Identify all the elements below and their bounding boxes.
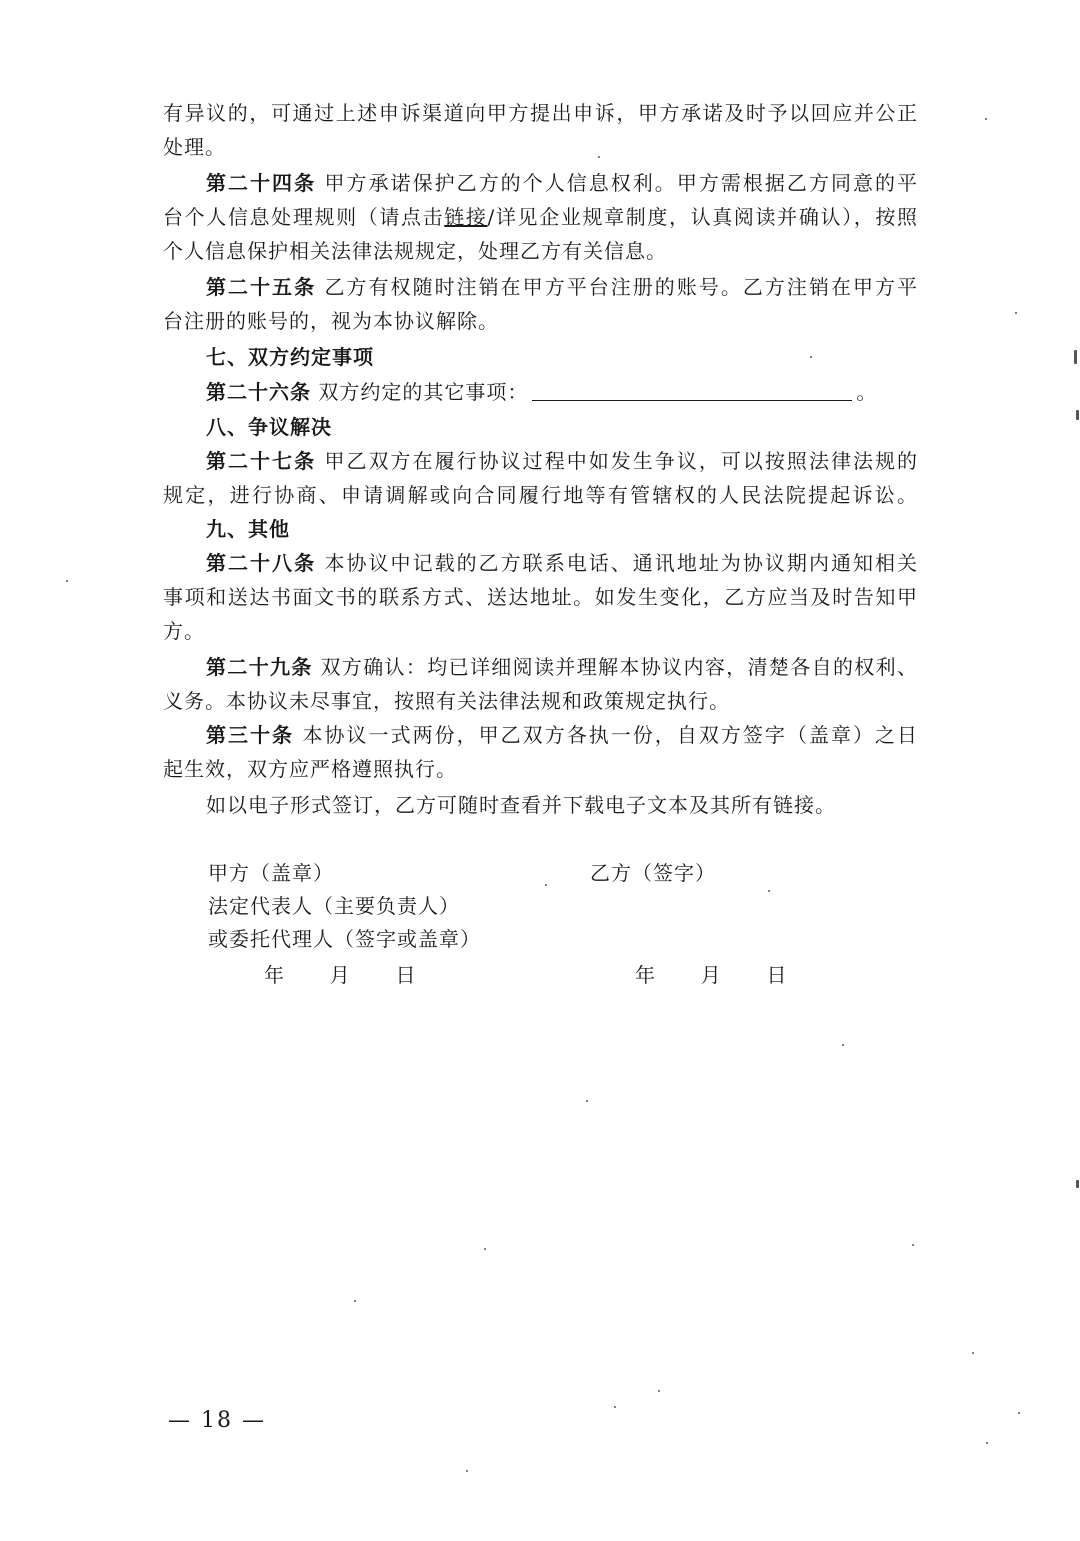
day-label: 日 xyxy=(395,963,417,987)
article-label: 第二十八条 xyxy=(206,551,317,575)
article-text: 双方约定的其它事项： xyxy=(318,380,529,404)
scan-speck xyxy=(614,1406,616,1408)
scan-speck xyxy=(484,1248,486,1250)
electronic-clause: 如以电子形式签订，乙方可随时查看并下载电子文本及其所有链接。 xyxy=(206,793,836,817)
article-24-line: 个人信息保护相关法律法规规定，处理乙方有关信息。 xyxy=(163,239,667,263)
article-text: 甲乙双方在履行协议过程中如发生争议，可以按照法律法规的 xyxy=(324,449,919,473)
party-a-date xyxy=(264,958,416,992)
article-27-line: 规定，进行协商、申请调解或向合同履行地等有管辖权的人民法院提起诉讼。 xyxy=(163,483,918,507)
article-24-line xyxy=(206,166,918,200)
scan-speck xyxy=(1076,1180,1079,1188)
scan-speck xyxy=(466,1470,468,1472)
scan-speck xyxy=(810,356,812,358)
scan-speck xyxy=(354,1300,356,1302)
scan-speck xyxy=(842,1044,844,1046)
article-label: 第二十四条 xyxy=(206,171,317,195)
scan-speck xyxy=(598,156,600,158)
scan-speck xyxy=(1018,1412,1020,1414)
paragraph-line: 处理。 xyxy=(163,135,226,159)
article-label: 第二十九条 xyxy=(206,655,313,679)
article-29-line: 义务。本协议未尽事宜，按照有关法律法规和政策规定执行。 xyxy=(163,689,730,713)
article-label: 第二十五条 xyxy=(206,275,317,299)
article-text: 乙方有权随时注销在甲方平台注册的账号。乙方注销在甲方平 xyxy=(324,275,919,299)
article-30-line: 起生效，双方应严格遵照执行。 xyxy=(163,757,457,781)
article-text: 双方确认：均已详细阅读并理解本协议内容，清楚各自的权利、 xyxy=(320,655,919,679)
party-b-label: 乙方（签字） xyxy=(590,861,716,885)
article-28-line xyxy=(206,546,918,580)
scan-speck xyxy=(1076,410,1079,420)
scan-speck xyxy=(1074,350,1077,364)
article-29-line xyxy=(206,650,918,684)
month-label: 月 xyxy=(329,963,351,987)
paragraph-line: 有异议的，可通过上述申诉渠道向甲方提出申诉，甲方承诺及时予以回应并公正 xyxy=(163,101,918,125)
scan-speck xyxy=(658,1390,660,1392)
scan-speck xyxy=(66,580,68,582)
party-b-date xyxy=(635,958,787,992)
scan-speck xyxy=(1015,312,1017,314)
month-label: 月 xyxy=(700,963,722,987)
year-label: 年 xyxy=(264,963,285,987)
link-text[interactable]: 链接 xyxy=(444,205,488,229)
article-25-line: 台注册的账号的，视为本协议解除。 xyxy=(163,309,499,333)
article-text: 本协议一式两份，甲乙双方各执一份，自双方签字（盖章）之日 xyxy=(302,723,919,747)
article-26-line xyxy=(206,375,918,409)
article-24-line xyxy=(163,200,918,234)
scan-speck xyxy=(545,884,547,886)
authorized-agent-label: 或委托代理人（签字或盖章） xyxy=(208,927,481,951)
scan-speck xyxy=(912,1244,914,1246)
scan-speck xyxy=(768,890,770,892)
scan-speck xyxy=(986,1442,988,1444)
scan-speck xyxy=(985,118,987,120)
scan-speck xyxy=(972,1352,974,1354)
section-heading: 九、其他 xyxy=(206,517,290,541)
article-text: 本协议中记载的乙方联系电话、通讯地址为协议期内通知相关 xyxy=(324,551,919,575)
article-label: 第二十六条 xyxy=(206,380,311,404)
party-a-label: 甲方（盖章） xyxy=(208,861,334,885)
article-28-line: 方。 xyxy=(163,619,205,643)
article-27-line xyxy=(206,444,918,478)
article-text: /详见企业规章制度，认真阅读并确认），按照 xyxy=(487,205,918,229)
legal-representative-label: 法定代表人（主要负责人） xyxy=(208,894,460,918)
article-text: 甲方承诺保护乙方的个人信息权利。甲方需根据乙方同意的平 xyxy=(324,171,919,195)
article-28-line: 事项和送达书面文书的联系方式、送达地址。如发生变化，乙方应当及时告知甲 xyxy=(163,585,918,609)
fill-in-blank xyxy=(532,380,852,401)
article-text: 。 xyxy=(856,380,878,404)
article-25-line xyxy=(206,270,918,304)
section-heading: 八、争议解决 xyxy=(206,415,332,439)
section-heading: 七、双方约定事项 xyxy=(206,345,374,369)
page-number: — 18 — xyxy=(168,1408,266,1433)
year-label: 年 xyxy=(635,963,656,987)
article-30-line xyxy=(206,718,918,752)
scan-speck xyxy=(586,1100,588,1102)
article-label: 第三十条 xyxy=(206,723,295,747)
day-label: 日 xyxy=(766,963,788,987)
article-label: 第二十七条 xyxy=(206,449,317,473)
article-text: 台个人信息处理规则（请点击 xyxy=(163,205,445,229)
